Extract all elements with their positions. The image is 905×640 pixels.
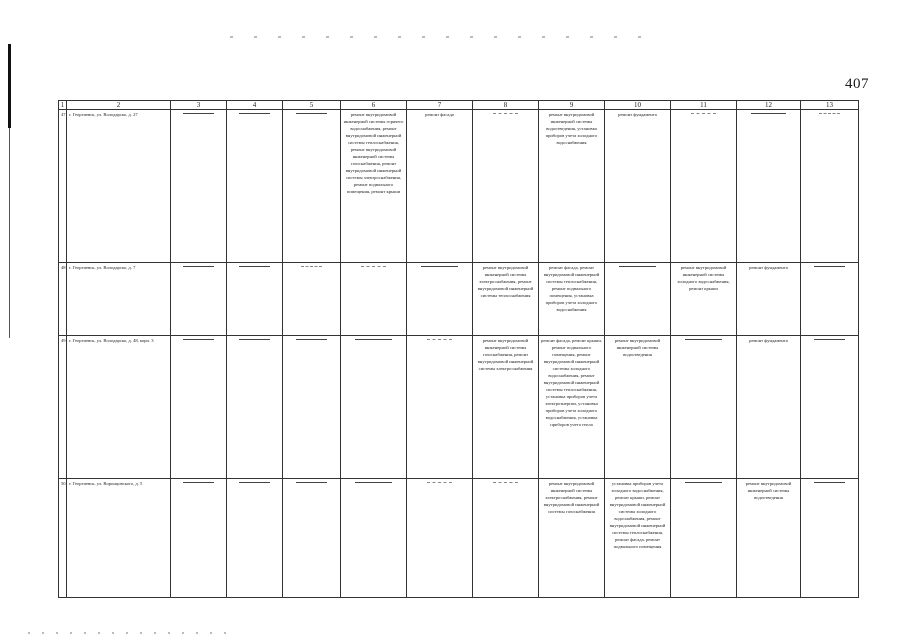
empty-cell xyxy=(227,110,283,263)
table-row xyxy=(59,110,859,263)
binding-edge-mark xyxy=(8,44,11,128)
dash-mark xyxy=(493,113,517,114)
empty-cell xyxy=(227,479,283,598)
work-cell: ремонт внутридомовой инженерной системы газоснабжения, ремонт внутридомовой инженерной системы электроснабжения xyxy=(473,336,539,479)
column-header: 8 xyxy=(473,101,539,110)
dash-mark xyxy=(685,482,722,483)
work-cell: ремонт внутридомовой инженерной системы водоотведения, установка приборов учета холодного водоснабжения xyxy=(539,110,605,263)
dash-mark xyxy=(355,339,392,340)
dash-mark xyxy=(421,266,458,267)
column-header: 2 xyxy=(67,101,171,110)
work-cell: ремонт внутридомовой инженерной системы электроснабжения, ремонт внутридомовой инженерной системы газоснабжения xyxy=(539,479,605,598)
work-cell: ремонт внутридомовой инженерной системы водоотведения xyxy=(605,336,671,479)
work-cell: ремонт внутридомовой инженерной системы горячего водоснабжения, ремонт внутридомовой инженерной системы теплоснабжения, ремонт внутридомовой инженерной системы газоснабжения, ремонт внутридомовой инженерной системы электроснабжения, ремонт подвального помещения, ремонт крыши xyxy=(341,110,407,263)
table-row xyxy=(59,263,859,336)
empty-cell xyxy=(801,263,859,336)
dash-mark xyxy=(239,113,270,114)
empty-cell xyxy=(227,336,283,479)
table-header-row xyxy=(59,101,859,110)
dash-mark xyxy=(239,482,270,483)
work-cell: ремонт фундамента xyxy=(605,110,671,263)
address-cell: г. Георгиевск, ул. Воронцовского, д. 5 xyxy=(67,479,171,598)
empty-cell xyxy=(801,336,859,479)
empty-cell xyxy=(171,479,227,598)
dash-mark xyxy=(355,482,392,483)
empty-cell xyxy=(407,479,473,598)
empty-cell xyxy=(407,263,473,336)
column-header: 4 xyxy=(227,101,283,110)
row-number: 49 xyxy=(59,336,67,479)
empty-cell xyxy=(407,336,473,479)
work-cell: ремонт фундамента xyxy=(737,336,801,479)
dash-mark xyxy=(183,339,214,340)
empty-cell xyxy=(801,479,859,598)
dash-mark xyxy=(239,339,270,340)
dash-mark xyxy=(183,482,214,483)
empty-cell xyxy=(283,263,341,336)
row-number: 47 xyxy=(59,110,67,263)
dash-mark xyxy=(814,266,846,267)
work-cell: ремонт фундамента xyxy=(737,263,801,336)
dash-mark xyxy=(751,113,786,114)
column-header: 12 xyxy=(737,101,801,110)
empty-cell xyxy=(283,110,341,263)
empty-cell xyxy=(171,110,227,263)
work-cell: ремонт фасада, ремонт крыши, ремонт подвального помещения, ремонт внутридомовой инженерной системы холодного водоснабжения, ремонт внутридомовой инженерной системы теплоснабжения, установка приборов учета электроэнергии, установка приборов учета холодного водоснабжения, установка приборов учета тепла xyxy=(539,336,605,479)
column-header: 5 xyxy=(283,101,341,110)
work-cell: ремонт внутридомовой инженерной системы водоотведения xyxy=(737,479,801,598)
dash-mark xyxy=(183,113,214,114)
dash-mark xyxy=(296,482,328,483)
row-number: 50 xyxy=(59,479,67,598)
empty-cell xyxy=(671,479,737,598)
dash-mark xyxy=(819,113,840,114)
dash-mark xyxy=(814,482,846,483)
address-cell: г. Георгиевск, ул. Володарско, д. 7 xyxy=(67,263,171,336)
repair-schedule-table xyxy=(58,100,859,598)
dash-mark xyxy=(691,113,715,114)
work-cell: ремонт внутридомовой инженерной системы холодного водоснабжения, ремонт крыши xyxy=(671,263,737,336)
dash-mark xyxy=(296,339,328,340)
dash-mark xyxy=(296,113,328,114)
column-header: 3 xyxy=(171,101,227,110)
work-cell: ремонт внутридомовой инженерной системы электроснабжения, ремонт внутридомовой инженерной системы теплоснабжения xyxy=(473,263,539,336)
column-header: 11 xyxy=(671,101,737,110)
column-header: 13 xyxy=(801,101,859,110)
empty-cell xyxy=(283,479,341,598)
address-cell: г. Георгиевск, ул. Володарско, д. 48, корп. 3 xyxy=(67,336,171,479)
binding-edge-line xyxy=(9,128,10,338)
dash-mark xyxy=(619,266,656,267)
empty-cell xyxy=(171,336,227,479)
column-header: 1 xyxy=(59,101,67,110)
empty-cell xyxy=(737,110,801,263)
dash-mark xyxy=(427,339,451,340)
dash-mark xyxy=(239,266,270,267)
table-row xyxy=(59,336,859,479)
dash-mark xyxy=(361,266,385,267)
scan-artifact-top xyxy=(230,36,650,38)
column-header: 10 xyxy=(605,101,671,110)
empty-cell xyxy=(341,479,407,598)
empty-cell xyxy=(283,336,341,479)
column-header: 9 xyxy=(539,101,605,110)
empty-cell xyxy=(671,110,737,263)
column-header: 7 xyxy=(407,101,473,110)
empty-cell xyxy=(671,336,737,479)
empty-cell xyxy=(801,110,859,263)
page-number: 407 xyxy=(845,76,869,92)
work-cell: установка приборов учета холодного водоснабжения, ремонт крыши, ремонт внутридомовой инженерной системы холодного водоснабжения, ремонт внутридомовой инженерной системы теплоснабжения, ремонт фасада, ремонт подвального помещения xyxy=(605,479,671,598)
work-cell: ремонт фасада, ремонт внутридомовой инженерной системы теплоснабжения, ремонт подвального помещения, установка приборов учета холодного водоснабжения xyxy=(539,263,605,336)
empty-cell xyxy=(605,263,671,336)
dash-mark xyxy=(301,266,322,267)
dash-mark xyxy=(427,482,451,483)
column-header: 6 xyxy=(341,101,407,110)
dash-mark xyxy=(493,482,517,483)
dash-mark xyxy=(183,266,214,267)
empty-cell xyxy=(341,263,407,336)
empty-cell xyxy=(473,110,539,263)
dash-mark xyxy=(814,339,846,340)
work-cell: ремонт фасада xyxy=(407,110,473,263)
table-row xyxy=(59,479,859,598)
empty-cell xyxy=(473,479,539,598)
scan-artifact-bottom xyxy=(28,632,228,634)
empty-cell xyxy=(227,263,283,336)
row-number: 48 xyxy=(59,263,67,336)
dash-mark xyxy=(685,339,722,340)
address-cell: г. Георгиевск, ул. Володарско, д. 27 xyxy=(67,110,171,263)
empty-cell xyxy=(171,263,227,336)
empty-cell xyxy=(341,336,407,479)
